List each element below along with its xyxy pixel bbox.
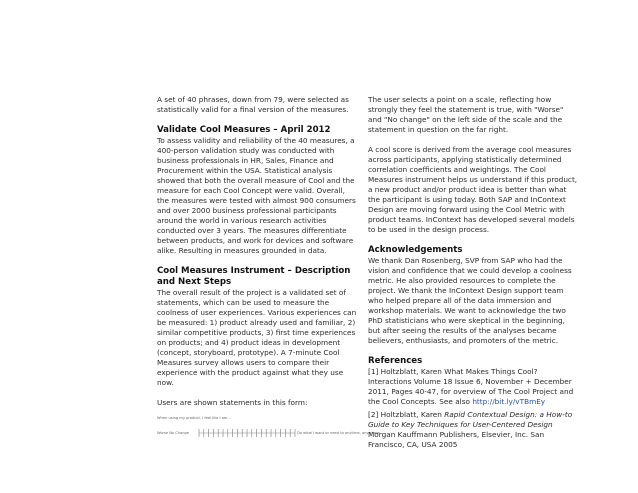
acknowledgements-heading: Acknowledgements (368, 245, 463, 255)
reference-1-text: Holtzblatt, Karen What Makes Things Cool? Interactions Volume 18 Issue 6, November + December 2011, Pages 40-47, for overview of The Cool Project and the Cool Concepts. See also (368, 367, 574, 406)
reference-1-link[interactable]: http://bit.ly/vTBmEy (472, 397, 546, 406)
scale-left-labels: Worse No Change (157, 431, 190, 435)
reference-2-number: [2] (368, 410, 379, 419)
section-heading-instrument: Cool Measures Instrument – Description and Next Steps (157, 266, 351, 287)
intro-paragraph: A set of 40 phrases, down from 79, were selected as statistically valid for a final version of the measures. (157, 95, 349, 114)
right-column (368, 95, 578, 450)
reference-1 (368, 367, 578, 407)
statement-form-intro: Users are shown statements in this form: (157, 398, 308, 407)
references-heading: References (368, 356, 423, 366)
left-column (157, 95, 380, 451)
reference-2-author: Holtzblatt, Karen (378, 410, 445, 419)
scale-right-label: Do what I want or need to anytime, anywhere (297, 431, 380, 435)
scale-prompt: When using my product, I feel like I am... (157, 416, 231, 420)
reference-2 (368, 410, 578, 450)
scale-explanation-paragraph: The user selects a point on a scale, reflecting how strongly they feel the statement is true, with "Worse" and "No change" on the left side of the scale and the statement in question on the far right. (368, 95, 564, 134)
scale-ticks (157, 413, 357, 451)
reference-1-number: [1] (368, 367, 379, 376)
reference-2-publisher: Morgan Kauffmann Publishers, Elsevier, Inc. San Francisco, CA, USA 2005 (368, 430, 545, 449)
section-heading-validate: Validate Cool Measures – April 2012 (157, 125, 331, 135)
rating-scale-figure (157, 413, 380, 451)
reference-2-title: Rapid Contextual Design: a How-to Guide to Key Techniques for User-Centered Design (368, 410, 573, 429)
cool-score-paragraph: A cool score is derived from the average cool measures across participants, applying statistically determined correlation coefficients and weightings. The Cool Measures instrument helps us understand if this product, a new product and/or product idea is better than what the participant is using today. Both SAP and InContext Design are moving forward using the Cool Metric with product teams. InContext has developed several models to be used in the design process. (368, 145, 578, 234)
validate-paragraph: To assess validity and reliability of the 40 measures, a 400-person validation study was conducted with business professionals in HR, Sales, Finance and Procurement within the USA. Statistical analysis showed that both the overall measure of Cool and the measure for each Cool Concept were valid. Overall, the measures were tested with almost 900 consumers and over 2000 business professional participants around the world in various research activities conducted over 3 years. The measures differentiate between products, and work for devices and software alike. Resulting in measures grounded in data. (157, 136, 356, 255)
instrument-paragraph: The overall result of the project is a validated set of statements, which can be used to measure the coolness of user experiences. Various experiences can be measured: 1) product already used and familiar, 2) similar competitive products, 3) first time experiences on products; and 4) product ideas in development (concept, storyboard, prototype). A 7-minute Cool Measures survey allows users to compare their experience with the product against what they use now. (157, 288, 357, 387)
acknowledgements-paragraph: We thank Dan Rosenberg, SVP from SAP who had the vision and confidence that we could develop a coolness metric. He also provided resources to complete the project. We thank the InContext Design support team who helped prepare all of the data immersion and workshop materials. We want to acknowledge the two PhD statisticians who were skeptical in the beginning, but after seeing the results of the analyses became believers, enthusiasts, and promoters of the metric. (368, 256, 572, 345)
